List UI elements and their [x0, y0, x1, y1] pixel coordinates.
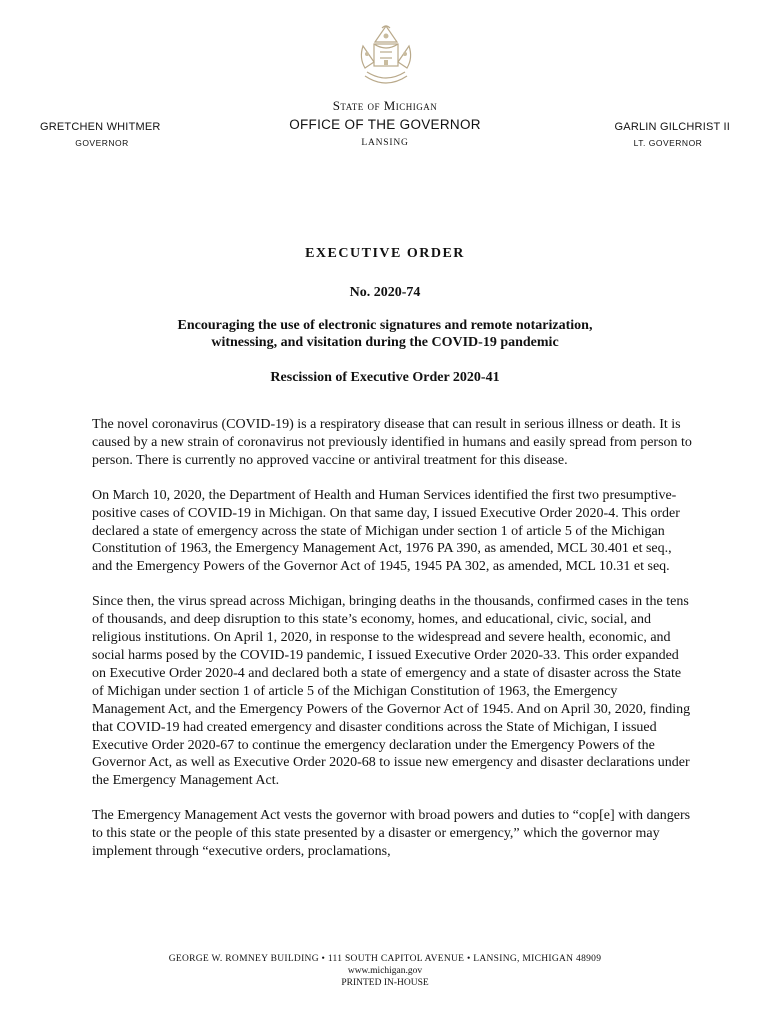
lt-governor-name: GARLIN GILCHRIST II: [614, 121, 730, 133]
state-seal-icon: [355, 22, 417, 90]
office-city: LANSING: [361, 138, 409, 148]
body-paragraph: The Emergency Management Act vests the governor with broad powers and duties to “cop[e] with dangers to this state or the people of this state presented by a disaster or emergency,” which the governor may implement through “executive orders, proclamations,: [92, 808, 691, 860]
body-paragraph: The novel coronavirus (COVID-19) is a respiratory disease that can result in serious illness or death. It is caused by a new strain of coronavirus not previously identified in humans and easily spread from person to person. There is currently no approved vaccine or antiviral treatment for this disease.: [92, 417, 692, 468]
order-subject: [100, 317, 670, 351]
order-number: No. 2020-74: [349, 285, 421, 300]
order-body: [92, 416, 692, 878]
state-name: State of Michigan: [332, 98, 438, 113]
lt-governor-title: LT. GOVERNOR: [633, 138, 703, 148]
order-rescission: Rescission of Executive Order 2020-41: [270, 370, 500, 385]
footer-address: GEORGE W. ROMNEY BUILDING • 111 SOUTH CAPITOL AVENUE • LANSING, MICHIGAN 48909: [168, 954, 602, 964]
office-name: OFFICE OF THE GOVERNOR: [289, 117, 481, 132]
footer-website: www.michigan.gov: [347, 966, 423, 976]
governor-name: GRETCHEN WHITMER: [40, 121, 161, 133]
order-subject-line: witnessing, and visitation during the COVID-19 pandemic: [211, 335, 559, 350]
order-title: EXECUTIVE ORDER: [305, 246, 465, 261]
body-paragraph: On March 10, 2020, the Department of Health and Human Services identified the first two presumptive-positive cases of COVID-19 in Michigan. On that same day, I issued Executive Order 2020-4. This order declared a state of emergency across the state of Michigan under section 1 of article 5 of the Michigan Constitution of 1963, the Emergency Management Act, 1976 PA 390, as amended, MCL 30.401 et seq., and the Emergency Powers of the Governor Act of 1945, 1945 PA 302, as amended, MCL 10.31 et seq.: [92, 487, 680, 575]
footer-printed-note: PRINTED IN-HOUSE: [341, 978, 429, 988]
order-subject-line: Encouraging the use of electronic signatures and remote notarization,: [177, 318, 593, 333]
body-paragraph: Since then, the virus spread across Michigan, bringing deaths in the thousands, confirmed cases in the tens of thousands, and deep disruption to this state’s economy, homes, and educational, civic, social, and religious institutions. On April 1, 2020, in response to the widespread and severe health, economic, and social harms posed by the COVID-19 pandemic, I issued Executive Order 2020-33. This order expanded on Executive Order 2020-4 and declared both a state of emergency and a state of disaster across the State of Michigan under section 1 of article 5 of the Michigan Constitution of 1963, the Emergency Management Act, and the Emergency Powers of the Governor Act of 1945. And on April 30, 2020, finding that COVID-19 had created emergency and disaster conditions across the State of Michigan, I issued Executive Order 2020-67 to continue the emergency declaration under the Emergency Powers of the Governor Act, as well as Executive Order 2020-68 to issue new emergency and disaster declarations under the Emergency Management Act.: [92, 594, 691, 789]
governor-title: GOVERNOR: [75, 138, 129, 148]
